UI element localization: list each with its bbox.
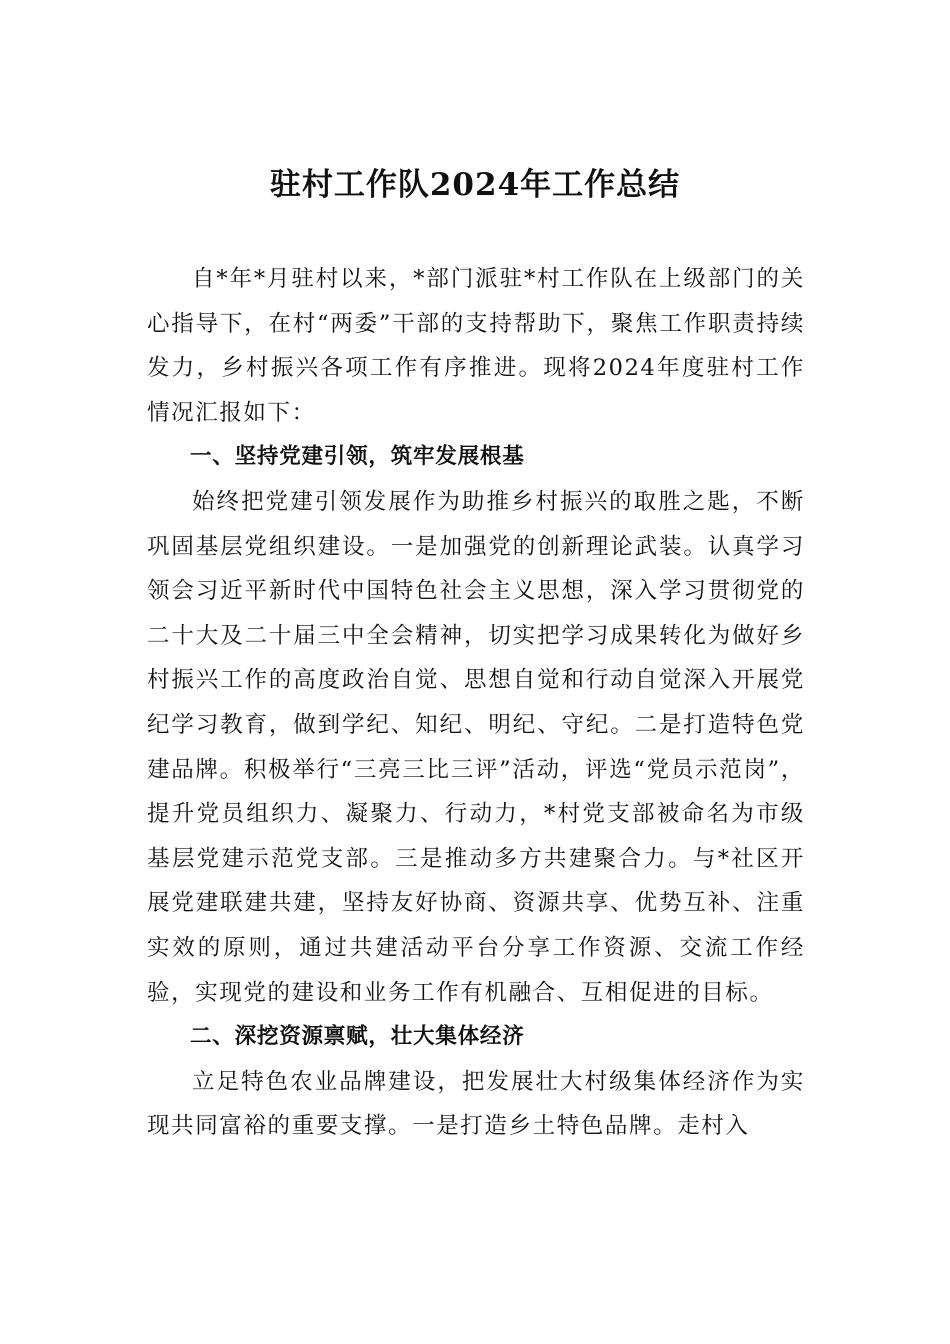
section-2-heading: 二、深挖资源禀赋，壮大集体经济 [190, 1024, 525, 1050]
document-title: 驻村工作队2024年工作总结 [269, 167, 681, 203]
section-2-paragraph: 立足特色农业品牌建设，把发展壮大村级集体经济作为实现共同富裕的重要支撑。一是打造乡土特色品牌。走村入 [147, 1068, 805, 1140]
section-1-paragraph: 始终把党建引领发展作为助推乡村振兴的取胜之匙，不断巩固基层党组织建设。一是加强党的创新理论武装。认真学习领会习近平新时代中国特色社会主义思想，深入学习贯彻党的二十大及二十届三中全会精神，切实把学习成果转化为做好乡村振兴工作的高度政治自觉、思想自觉和行动自觉深入开展党纪学习教育，做到学纪、知纪、明纪、守纪。二是打造特色党建品牌。积极举行“三亮三比三评”活动，评选“党员示范岗”，提升党员组织力、凝聚力、行动力，*村党支部被命名为市级基层党建示范党支部。三是推动多方共建聚合力。与*社区开展党建联建共建，坚持友好协商、资源共享、优势互补、注重实效的原则，通过共建活动平台分享工作资源、交流工作经验，实现党的建设和业务工作有机融合、互相促进的目标。 [147, 488, 805, 1006]
intro-paragraph: 自*年*月驻村以来，*部门派驻*村工作队在上级部门的关心指导下，在村“两委”干部的支持帮助下，聚焦工作职责持续发力，乡村振兴各项工作有序推进。现将2024年度驻村工作情况汇报如下： [147, 266, 805, 426]
document-body [147, 257, 805, 1149]
section-1-heading: 一、坚持党建引领，筑牢发展根基 [190, 444, 525, 470]
